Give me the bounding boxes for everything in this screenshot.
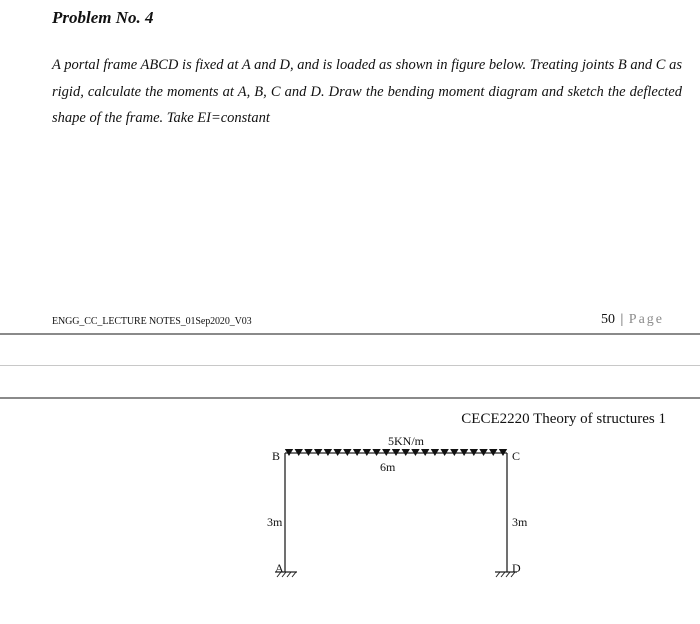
node-d-label: D: [512, 561, 521, 575]
page-separator: |: [620, 312, 624, 327]
span-label: 6m: [380, 460, 396, 474]
page-word: Page: [628, 312, 664, 327]
course-header: CECE2220 Theory of structures 1: [461, 411, 666, 427]
problem-title: Problem No. 4: [52, 8, 154, 27]
node-c-label: C: [512, 449, 521, 463]
load-label: 5KN/m: [388, 434, 424, 448]
left-height-label: 3m: [267, 515, 283, 529]
problem-statement: A portal frame ABCD is fixed at A and D, and is loaded as shown in figure below. Treating joints B and C as rigid, calculate the moments at A, B, C and D. Draw the bending moment diagram and sketch the deflected shape of the frame. Take EI=constant: [52, 57, 682, 126]
page-number: 50: [600, 312, 615, 327]
node-b-label: B: [272, 449, 281, 463]
right-height-label: 3m: [512, 515, 528, 529]
distributed-load-arrows: [285, 449, 507, 456]
node-a-label: A: [275, 561, 284, 575]
footer-doc-id: ENGG_CC_LECTURE NOTES_01Sep2020_V03: [52, 316, 252, 327]
